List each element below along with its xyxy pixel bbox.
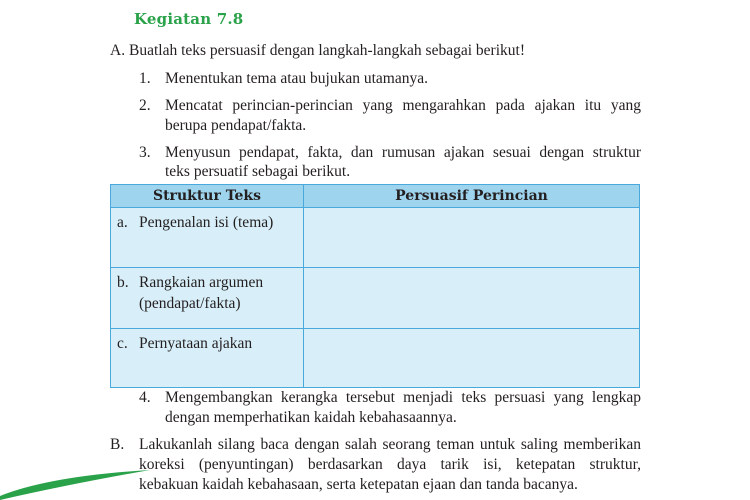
row-c-structure (111, 329, 304, 388)
row-b-letter: b. (117, 274, 129, 291)
section-b-marker: B. (110, 436, 125, 453)
step-4-number: 4. (139, 389, 151, 406)
step-1-number: 1. (139, 70, 151, 87)
row-b-label-line-2: (pendapat/fakta) (139, 295, 241, 312)
section-a-marker: A. (110, 42, 126, 59)
step-2-number: 2. (139, 97, 151, 114)
step-3-line-1: Menyusun pendapat, fakta, dan rumusan ajakan sesuai dengan struktur (165, 144, 641, 161)
step-2-line-2: berupa pendapat/fakta. (165, 117, 307, 134)
row-a-letter: a. (117, 214, 128, 231)
row-b-label-line-1: Rangkaian argumen (139, 274, 264, 291)
green-swoosh-decoration (0, 470, 160, 500)
step-1-text: Menentukan tema atau bujukan utamanya. (165, 70, 428, 87)
section-b-line-2: koreksi (penyuntingan) berdasarkan daya tarik isi, ketepatan struktur, (139, 456, 641, 473)
section-a-instruction: Buatlah teks persuasif dengan langkah-langkah sebagai berikut! (129, 42, 525, 59)
step-2-line-1: Mencatat perincian-perincian yang mengarahkan pada ajakan itu yang (165, 97, 641, 114)
table-row (111, 208, 640, 268)
row-c-detail-cell[interactable] (304, 329, 640, 388)
step-3-line-2: teks persuatif sebagai berikut. (165, 163, 351, 180)
row-b-detail-cell[interactable] (304, 268, 640, 329)
header-persuasif-perincian: Persuasif Perincian (304, 185, 640, 208)
row-b-label (139, 272, 263, 314)
activity-heading: Kegiatan 7.8 (134, 10, 244, 28)
structure-table (110, 184, 640, 388)
section-b-line-1: Lakukanlah silang baca dengan salah seorang teman untuk saling memberikan (139, 436, 641, 453)
step-4-line-1: Mengembangkan kerangka tersebut menjadi teks persuasi yang lengkap (165, 389, 641, 406)
row-a-structure (111, 208, 304, 268)
table-row (111, 268, 640, 329)
step-4-line-2: dengan memperhatikan kaidah kebahasaannya. (165, 409, 457, 426)
row-c-letter: c. (117, 335, 128, 352)
section-b-line-3: kebakuan kaidah kebahasaan, serta ketepatan ejaan dan tanda bacanya. (139, 476, 578, 493)
row-c-label: Pernyataan ajakan (139, 335, 253, 352)
step-3-number: 3. (139, 144, 151, 161)
table-header-row (111, 185, 640, 208)
row-a-detail-cell[interactable] (304, 208, 640, 268)
row-a-label: Pengenalan isi (tema) (139, 214, 274, 231)
table-row (111, 329, 640, 388)
header-struktur-teks: Struktur Teks (111, 185, 304, 208)
row-b-structure (111, 268, 304, 329)
